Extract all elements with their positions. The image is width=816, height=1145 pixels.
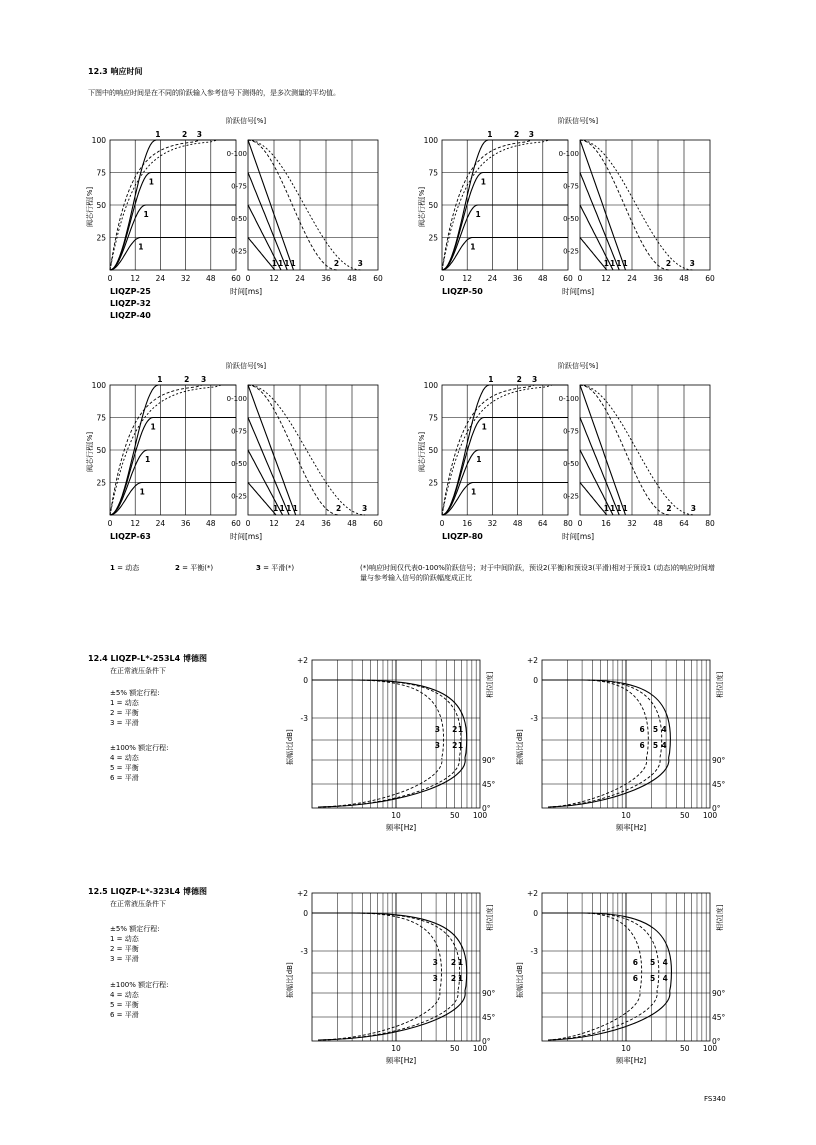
- x-tick-label: 10: [391, 1044, 401, 1053]
- curve-label-1: 1: [480, 177, 486, 187]
- curve-label-1: 1: [603, 259, 609, 268]
- curve-label-1: 1: [155, 130, 161, 139]
- y-axis-label: 振幅比[dB]: [516, 729, 524, 765]
- step-label: 0-75: [563, 427, 579, 436]
- y-tick-label: 50: [96, 446, 106, 455]
- fall-curve-1: [248, 173, 290, 271]
- amplitude-curve: [542, 913, 642, 991]
- x-tick-label: 48: [679, 274, 689, 283]
- curve-label-2: 2: [184, 375, 190, 384]
- curve-label-1: 1: [616, 259, 622, 268]
- phase-curve: [548, 991, 657, 1040]
- y-tick-label: -3: [300, 714, 308, 723]
- y-tick-label: -3: [530, 714, 538, 723]
- y2-axis-label: 相位[度]: [716, 671, 724, 698]
- curve-label-1: 1: [487, 130, 493, 139]
- y-axis-label: 振幅比[dB]: [286, 729, 294, 765]
- x-tick-label: 0: [577, 519, 583, 528]
- curve-label: 5: [652, 741, 659, 750]
- x-tick-label: 50: [449, 811, 460, 820]
- y-tick-label: 100: [423, 136, 438, 145]
- x-tick-label: 48: [347, 519, 357, 528]
- curve-label: 1: [457, 741, 464, 750]
- x-tick-label: 12: [269, 519, 279, 528]
- step-signal-label: 阶跃信号[%]: [558, 362, 599, 370]
- phase-tick-label: 45°: [482, 1013, 496, 1022]
- x-tick-label: 36: [321, 519, 331, 528]
- y-tick-label: 50: [428, 201, 438, 210]
- curve-label-1: 1: [284, 259, 290, 268]
- y2-axis-label: 相位[度]: [716, 904, 724, 931]
- response-chart-liqzp-80: [410, 355, 730, 545]
- curve-label: 4: [661, 725, 667, 734]
- y-tick-label: 75: [96, 413, 106, 423]
- y-tick-label: 25: [96, 233, 106, 243]
- phase-tick-label: 45°: [712, 780, 726, 789]
- model-name: LIQZP-40: [110, 311, 151, 320]
- step-label: 0-75: [231, 427, 247, 436]
- x-tick-label: 100: [702, 811, 718, 820]
- x-tick-label: 0: [245, 274, 251, 283]
- phase-curve: [318, 991, 440, 1040]
- curve-label-1: 1: [148, 177, 154, 187]
- y-tick-label: 75: [428, 413, 438, 423]
- curve-label-1: 1: [603, 504, 609, 513]
- bode-chart-323-100pct: [510, 883, 735, 1068]
- x-tick-label: 16: [601, 519, 611, 528]
- model-name: LIQZP-80: [442, 532, 483, 541]
- curve-label: 4: [662, 958, 668, 967]
- phase-curve: [318, 758, 442, 807]
- phase-tick-label: 45°: [712, 1013, 726, 1022]
- step-label: 0-100: [558, 150, 579, 158]
- curve-label-3: 3: [201, 375, 207, 384]
- curve-label-1: 1: [139, 487, 145, 497]
- curve-label-1: 1: [143, 210, 149, 219]
- y-tick-label: 0: [533, 676, 538, 685]
- footer-code: FS340: [704, 1095, 726, 1103]
- curve-label-1: 1: [622, 259, 628, 268]
- x-tick-label: 36: [653, 274, 663, 283]
- x-axis-label: 时间[ms]: [562, 532, 595, 541]
- x-axis-label: 时间[ms]: [230, 532, 263, 541]
- step-signal-label: 阶跃信号[%]: [226, 117, 267, 125]
- phase-curve: [548, 758, 647, 807]
- x-tick-label: 60: [231, 519, 241, 528]
- y-tick-label: 25: [96, 478, 106, 488]
- curve-label: 1: [457, 725, 464, 734]
- phase-tick-label: 0°: [482, 804, 491, 813]
- model-name: LIQZP-63: [110, 532, 151, 541]
- phase-tick-label: 90°: [482, 756, 496, 765]
- y-tick-label: 0: [533, 909, 538, 918]
- x-tick-label: 24: [627, 274, 637, 283]
- x-tick-label: 36: [180, 519, 191, 528]
- x-tick-label: 0: [439, 519, 445, 528]
- step-label: 0-25: [231, 492, 247, 501]
- bode-chart-253-5pct: [280, 650, 505, 835]
- amplitude-curve: [312, 913, 467, 991]
- amplitude-curve: [542, 913, 659, 991]
- amplitude-curve: [542, 680, 648, 758]
- x-tick-label: 32: [180, 274, 191, 283]
- y-tick-label: +2: [526, 889, 538, 898]
- curve-label: 6: [632, 958, 639, 967]
- curve-label-2: 2: [666, 504, 672, 513]
- x-tick-label: 48: [512, 519, 523, 528]
- x-axis-label: 频率[Hz]: [385, 1056, 417, 1065]
- amplitude-curve: [312, 680, 444, 758]
- fall-curve-1: [580, 418, 622, 516]
- y-tick-label: -3: [300, 947, 308, 956]
- phase-tick-label: 0°: [712, 804, 721, 813]
- curve-label-2: 2: [333, 259, 340, 268]
- curve-label-1: 1: [138, 242, 144, 252]
- curve-label: 1: [457, 958, 464, 967]
- model-name: LIQZP-32: [110, 299, 151, 308]
- bode-chart-323-5pct: [280, 883, 505, 1068]
- y-tick-label: -3: [530, 947, 538, 956]
- section-12-5-group-b: ±100% 额定行程: 4 = 动态 5 = 平衡 6 = 平滑: [110, 981, 169, 1019]
- x-tick-label: 24: [155, 519, 166, 528]
- curve-label-1: 1: [488, 375, 494, 384]
- y-tick-label: 75: [428, 168, 438, 178]
- x-tick-label: 50: [679, 811, 690, 820]
- x-tick-label: 32: [487, 519, 498, 528]
- response-chart-liqzp-63: [78, 355, 398, 545]
- curve-label-1: 1: [290, 259, 296, 268]
- fall-curve-1: [580, 238, 607, 271]
- x-tick-label: 24: [295, 519, 305, 528]
- y-axis-label: 振幅比[dB]: [516, 962, 524, 998]
- y-tick-label: 75: [96, 168, 106, 178]
- phase-curve: [318, 991, 465, 1040]
- section-12-4-group-b: ±100% 额定行程: 4 = 动态 5 = 平衡 6 = 平滑: [110, 744, 169, 782]
- curve-label-1: 1: [609, 504, 616, 513]
- step-label: 0-25: [231, 247, 247, 256]
- x-tick-label: 24: [487, 274, 498, 283]
- x-tick-label: 24: [295, 274, 305, 283]
- curve-label-3: 3: [357, 259, 363, 268]
- x-tick-label: 10: [391, 811, 401, 820]
- y-tick-label: 100: [91, 381, 106, 390]
- y-axis-label: 振幅比[dB]: [286, 962, 294, 998]
- x-tick-label: 48: [347, 274, 357, 283]
- section-12-5-condition: 在正常液压条件下: [110, 900, 166, 908]
- x-tick-label: 10: [621, 811, 631, 820]
- curve-label: 2: [450, 958, 457, 967]
- y-axis-label: 阀芯行程[%]: [86, 431, 94, 472]
- x-tick-label: 100: [472, 1044, 488, 1053]
- section-12-4-title: 12.4 LIQZP-L*-253L4 博德图: [88, 654, 207, 663]
- step-signal-label: 阶跃信号[%]: [558, 117, 599, 125]
- curve-label: 4: [662, 974, 668, 983]
- y-tick-label: 25: [428, 478, 438, 488]
- curve-label-1: 1: [292, 504, 298, 513]
- phase-tick-label: 90°: [712, 989, 726, 998]
- amplitude-curve: [312, 913, 441, 991]
- response-time-note: (*)响应时间仅代表0-100%阶跃信号；对于中间阶跃，预设2(平衡)和预设3(平滑)相对于预设1 (动态)的响应时间增量与参考输入信号的阶跃幅度成正比: [360, 564, 715, 582]
- curve-label-1: 1: [273, 504, 279, 513]
- y-tick-label: 25: [428, 233, 438, 243]
- phase-tick-label: 45°: [482, 780, 496, 789]
- section-12-5-group-a: ±5% 额定行程: 1 = 动态 2 = 平衡 3 = 平滑: [110, 925, 160, 963]
- y-tick-label: 100: [423, 381, 438, 390]
- curve-label: 4: [661, 741, 667, 750]
- x-tick-label: 0: [439, 274, 445, 283]
- fall-curve-1: [580, 483, 607, 516]
- curve-label: 2: [452, 741, 458, 750]
- x-tick-label: 10: [621, 1044, 631, 1053]
- step-label: 0-50: [231, 460, 247, 468]
- x-tick-label: 24: [155, 274, 166, 283]
- curve-label: 5: [649, 958, 656, 967]
- phase-curve: [318, 758, 465, 807]
- y-axis-label: 阀芯行程[%]: [418, 431, 426, 472]
- curve-label-2: 2: [182, 130, 188, 139]
- response-chart-liqzp-50: [410, 110, 730, 332]
- x-tick-label: 0: [245, 519, 251, 528]
- phase-tick-label: 0°: [482, 1037, 491, 1046]
- x-tick-label: 0: [107, 519, 113, 528]
- curve-label-1: 1: [277, 259, 284, 268]
- curve-label-1: 1: [286, 504, 292, 513]
- section-12-5-title: 12.5 LIQZP-L*-323L4 博德图: [88, 887, 207, 896]
- curve-label: 6: [639, 741, 645, 750]
- curve-label-3: 3: [196, 130, 203, 139]
- legend-item-1: 1 = 动态: [110, 564, 140, 572]
- curve-label-1: 1: [475, 210, 481, 219]
- curve-label: 1: [457, 974, 464, 983]
- y-tick-label: 50: [96, 201, 106, 210]
- step-label: 0-100: [226, 395, 247, 403]
- x-axis-label: 时间[ms]: [230, 287, 263, 296]
- section-12-3-intro: 下图中的响应时间是在不同的阶跃输入参考信号下测得的，是多次测量的平均值。: [88, 89, 340, 97]
- curve-label-2: 2: [516, 375, 522, 384]
- x-tick-label: 80: [563, 519, 573, 528]
- model-name: LIQZP-25: [110, 287, 151, 296]
- section-12-4-group-a: ±5% 额定行程: 1 = 动态 2 = 平衡 3 = 平滑: [110, 689, 160, 727]
- curve-label-3: 3: [690, 504, 696, 513]
- x-axis-label: 频率[Hz]: [615, 823, 647, 832]
- fall-curve-1: [580, 173, 622, 271]
- curve-label-1: 1: [616, 504, 622, 513]
- step-signal-label: 阶跃信号[%]: [226, 362, 267, 370]
- x-tick-label: 12: [130, 274, 140, 283]
- step-label: 0-100: [558, 395, 579, 403]
- curve-label-1: 1: [481, 422, 487, 432]
- x-tick-label: 60: [231, 274, 241, 283]
- curve-label: 2: [450, 974, 457, 983]
- step-label: 0-75: [563, 182, 579, 191]
- x-tick-label: 60: [705, 274, 715, 283]
- curve-label: 2: [452, 725, 458, 734]
- phase-tick-label: 90°: [482, 989, 496, 998]
- curve-label-2: 2: [514, 130, 520, 139]
- y-tick-label: 100: [91, 136, 106, 145]
- x-tick-label: 0: [107, 274, 113, 283]
- y-tick-label: +2: [296, 889, 308, 898]
- fall-curve-1: [248, 418, 292, 516]
- x-tick-label: 36: [321, 274, 331, 283]
- legend-item-2: 2 = 平衡(*): [175, 564, 214, 572]
- curve-label-1: 1: [145, 455, 151, 464]
- curve-label: 5: [649, 974, 656, 983]
- section-12-3-title: 12.3 响应时间: [88, 67, 143, 76]
- curve-label: 3: [432, 974, 438, 983]
- curve-label: 3: [434, 741, 440, 750]
- x-tick-label: 48: [653, 519, 663, 528]
- curve-label-2: 2: [665, 259, 672, 268]
- curve-label: 5: [652, 725, 659, 734]
- phase-tick-label: 0°: [712, 1037, 721, 1046]
- x-tick-label: 0: [577, 274, 583, 283]
- y-tick-label: 0: [303, 909, 308, 918]
- curve-label: 3: [434, 725, 440, 734]
- curve-label-1: 1: [271, 259, 277, 268]
- y-axis-label: 阀芯行程[%]: [86, 186, 94, 227]
- x-tick-label: 12: [462, 274, 472, 283]
- x-tick-label: 64: [538, 519, 548, 528]
- y-axis-label: 阀芯行程[%]: [418, 186, 426, 227]
- curve-label: 6: [632, 974, 639, 983]
- x-tick-label: 60: [563, 274, 573, 283]
- step-label: 0-25: [563, 492, 579, 501]
- phase-curve: [318, 758, 459, 807]
- phase-tick-label: 90°: [712, 756, 726, 765]
- x-tick-label: 50: [679, 1044, 690, 1053]
- x-tick-label: 12: [130, 519, 140, 528]
- y2-axis-label: 相位[度]: [486, 671, 494, 698]
- curve-label: 3: [432, 958, 438, 967]
- y2-axis-label: 相位[度]: [486, 904, 494, 931]
- step-label: 0-50: [563, 215, 579, 223]
- x-tick-label: 12: [601, 274, 611, 283]
- x-tick-label: 48: [206, 519, 216, 528]
- fall-curve-1: [248, 238, 275, 271]
- x-tick-label: 80: [705, 519, 715, 528]
- y-tick-label: 50: [428, 446, 438, 455]
- curve-label: 6: [639, 725, 645, 734]
- x-tick-label: 50: [449, 1044, 460, 1053]
- curve-label-2: 2: [336, 504, 342, 513]
- section-12-4-condition: 在正常液压条件下: [110, 667, 166, 675]
- curve-label-1: 1: [622, 504, 628, 513]
- curve-label-3: 3: [531, 375, 538, 384]
- x-tick-label: 12: [269, 274, 279, 283]
- x-axis-label: 频率[Hz]: [385, 823, 417, 832]
- bode-chart-253-100pct: [510, 650, 735, 835]
- x-tick-label: 100: [472, 811, 488, 820]
- x-tick-label: 36: [512, 274, 523, 283]
- x-axis-label: 频率[Hz]: [615, 1056, 647, 1065]
- x-axis-label: 时间[ms]: [562, 287, 595, 296]
- step-label: 0-50: [563, 460, 579, 468]
- x-tick-label: 16: [462, 519, 472, 528]
- curve-label-1: 1: [150, 422, 156, 432]
- x-tick-label: 48: [206, 274, 216, 283]
- x-tick-label: 100: [702, 1044, 718, 1053]
- curve-label-1: 1: [476, 455, 482, 464]
- step-label: 0-25: [563, 247, 579, 256]
- x-tick-label: 60: [373, 519, 383, 528]
- response-chart-liqzp-25-40: [78, 110, 398, 332]
- curve-label-1: 1: [470, 242, 476, 252]
- curve-label-1: 1: [470, 487, 477, 497]
- curve-label-1: 1: [279, 504, 285, 513]
- y-tick-label: 0: [303, 676, 308, 685]
- model-name: LIQZP-50: [442, 287, 483, 296]
- phase-curve: [548, 758, 669, 807]
- legend-item-3: 3 = 平滑(*): [256, 564, 295, 572]
- curve-label-3: 3: [689, 259, 695, 268]
- x-tick-label: 48: [538, 274, 548, 283]
- x-tick-label: 32: [627, 519, 637, 528]
- x-tick-label: 60: [373, 274, 383, 283]
- y-tick-label: +2: [296, 656, 308, 665]
- curve-label-3: 3: [528, 130, 535, 139]
- curve-label-1: 1: [157, 375, 163, 384]
- phase-curve: [548, 991, 670, 1040]
- curve-label-1: 1: [609, 259, 616, 268]
- step-label: 0-75: [231, 182, 247, 191]
- step-label: 0-100: [226, 150, 247, 158]
- step-label: 0-50: [231, 215, 247, 223]
- curve-label-3: 3: [362, 504, 368, 513]
- y-tick-label: +2: [526, 656, 538, 665]
- fall-curve-1: [248, 483, 279, 516]
- x-tick-label: 64: [679, 519, 689, 528]
